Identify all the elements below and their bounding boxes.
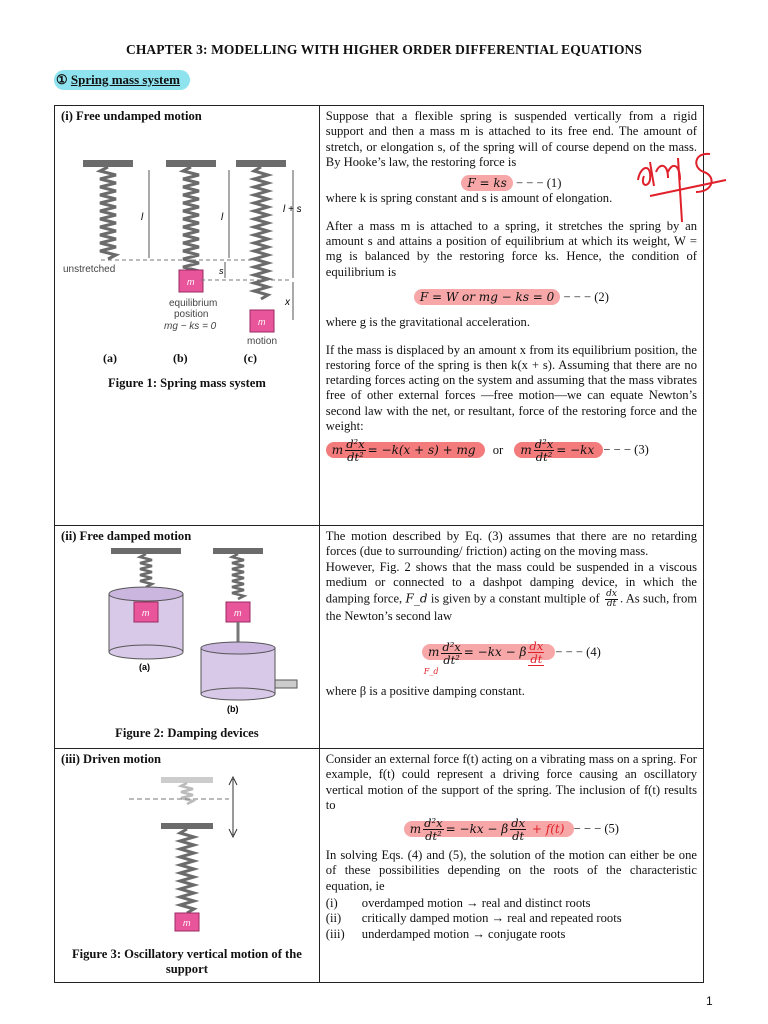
fig1-label-a: (a) bbox=[103, 351, 117, 365]
eq3a-highlighted bbox=[326, 437, 485, 465]
row1-paragraph-4: where g is the gravitational acceleration. bbox=[325, 315, 531, 330]
eq1-highlighted: F = ks bbox=[461, 175, 512, 191]
figure-2-caption: Figure 2: Damping devices bbox=[115, 726, 259, 740]
eq5-forcing: + f(t) bbox=[528, 821, 565, 836]
row1-paragraph-3: After a mass m is attached to a spring, it stretches the spring by an amount s and attains a position of equilibrium at which its weight, W = mg is balanced by the restoring force ks. Hence, the condition of equilibrium is bbox=[325, 218, 697, 279]
roots-item bbox=[326, 911, 697, 926]
equation-3 bbox=[326, 438, 697, 463]
eq3-number: − − − (3) bbox=[603, 442, 649, 457]
spring-3 bbox=[180, 829, 194, 913]
row2-fd: F_d bbox=[405, 591, 428, 606]
label-unstretched: unstretched bbox=[63, 264, 116, 275]
eq1-number: − − − (1) bbox=[512, 176, 562, 191]
dashpot-cylinder bbox=[201, 648, 275, 694]
eq5-fraction bbox=[423, 817, 443, 842]
section-number: ① bbox=[56, 72, 68, 87]
label-ls: l + s bbox=[283, 204, 301, 215]
row3-heading: (iii) Driven motion bbox=[61, 752, 162, 766]
page-title: CHAPTER 3: MODELLING WITH HIGHER ORDER DIFFERENTIAL EQUATIONS bbox=[125, 42, 643, 57]
row2-p2c: . As such, from the Newton’s second law bbox=[325, 591, 698, 624]
handwritten-annotation bbox=[630, 152, 730, 232]
label-s: s bbox=[219, 266, 224, 276]
row2-paragraph-1: The motion described by Eq. (3) assumes that there are no retarding forces (due to surrounding/ friction) acting on the moving mass. bbox=[325, 529, 697, 559]
eq3b-fraction bbox=[534, 438, 554, 463]
row1-paragraph-1: Suppose that a flexible spring is suspended vertically from a rigid support and then a mass m is attached to its free end. The amount of stretch, or elongation s, of the spring will of course depend on the mass. By Hooke’s law, the restoring force is bbox=[325, 109, 697, 169]
equation-2 bbox=[326, 290, 697, 305]
equation-5 bbox=[326, 817, 697, 842]
label-condition: mg − ks = 0 bbox=[164, 321, 217, 332]
eq3a-den: dt² bbox=[347, 450, 364, 465]
eq5-m: m bbox=[409, 821, 422, 836]
eq5-damping-fraction bbox=[510, 817, 526, 842]
roots-item-text: overdamped motion → real and distinct roots bbox=[361, 896, 591, 911]
eq5-den: dt² bbox=[425, 829, 442, 844]
row1-heading: (i) Free undamped motion bbox=[61, 109, 202, 123]
figure-3-caption: Figure 3: Oscillatory vertical motion of the support bbox=[71, 947, 302, 976]
spring-c bbox=[254, 167, 268, 299]
label-x: x bbox=[285, 297, 290, 308]
eq4-fd-label: F_d bbox=[423, 667, 439, 677]
mass-2b-label: m bbox=[234, 608, 242, 618]
label-l-a: l bbox=[141, 212, 144, 223]
eq4-m: m bbox=[427, 645, 440, 660]
content-table bbox=[54, 105, 704, 983]
support-ghost bbox=[161, 777, 213, 783]
row3-right-cell bbox=[319, 749, 703, 983]
roots-item-key: (i) bbox=[325, 896, 338, 911]
mass-c-label: m bbox=[258, 317, 266, 327]
mass-2a-label: m bbox=[142, 608, 150, 618]
row2-frac-den: dt bbox=[606, 599, 617, 610]
roots-item-text: underdamped motion → conjugate roots bbox=[361, 926, 566, 941]
dashpot-rim bbox=[201, 642, 275, 654]
row1-paragraph-2: where k is spring constant and s is amount of elongation. bbox=[325, 191, 613, 206]
roots-item-key: (ii) bbox=[325, 911, 342, 926]
eq3b-rhs: = −kx bbox=[556, 442, 595, 457]
support-b bbox=[166, 160, 216, 167]
eq3a-rhs: = −k(x + s) + mg bbox=[367, 442, 476, 457]
support-2a bbox=[111, 548, 181, 554]
eq3a-fraction bbox=[345, 438, 365, 463]
figure-3-driven-support bbox=[61, 767, 301, 933]
roots-item bbox=[326, 896, 697, 911]
support-c bbox=[236, 160, 286, 167]
label-position: position bbox=[174, 309, 209, 320]
spring-ghost bbox=[181, 783, 193, 804]
fig2-label-a: (a) bbox=[139, 662, 150, 672]
eq3-or: or bbox=[492, 442, 504, 457]
eq4-den: dt² bbox=[443, 652, 460, 667]
fig1-label-b: (b) bbox=[173, 351, 188, 365]
eq3b-num: d²x bbox=[534, 437, 554, 452]
eq3b-highlighted bbox=[514, 437, 603, 465]
eq3a-m: m bbox=[331, 442, 344, 457]
support-a bbox=[83, 160, 133, 167]
beaker-rim bbox=[109, 587, 183, 601]
section-heading bbox=[54, 70, 190, 90]
eq2-highlighted: F = W or mg − ks = 0 bbox=[414, 289, 560, 305]
row2-right-cell bbox=[319, 526, 703, 749]
spring-a bbox=[100, 167, 116, 259]
row3-paragraph-2: In solving Eqs. (4) and (5), the solution of the motion can either be one of these possibilities depending on the roots of the characteristic equation, ie bbox=[325, 848, 697, 893]
row3-left-cell bbox=[55, 749, 320, 983]
label-motion: motion bbox=[247, 336, 278, 345]
page-number: 1 bbox=[706, 994, 713, 1008]
label-l-b: l bbox=[221, 212, 224, 223]
dashpot-outlet bbox=[275, 680, 297, 688]
row2-paragraph-2 bbox=[326, 560, 697, 625]
eq4-damping-fraction bbox=[528, 640, 544, 666]
spring-2a bbox=[140, 554, 152, 587]
figure-1-caption: Figure 1: Spring mass system bbox=[107, 376, 266, 390]
label-equilibrium: equilibrium bbox=[169, 298, 218, 309]
eq5-dfrac-den: dt bbox=[512, 829, 525, 844]
eq5-rhs: = −kx − β bbox=[445, 821, 509, 836]
row-driven bbox=[55, 749, 704, 983]
row-free-undamped bbox=[55, 106, 704, 526]
row2-frac-num: dx bbox=[606, 589, 617, 600]
eq3a-num: d²x bbox=[346, 437, 365, 452]
beaker-base bbox=[109, 645, 183, 659]
support-2b bbox=[213, 548, 263, 554]
row1-paragraph-5: If the mass is displaced by an amount x from its equilibrium position, the restoring force of the spring is then k(x + s). Assuming that there are no retarding forces acting on the system and assuming that the mass vibrates free of other external forces —free motion—we can equate Newton’s second law with the net, or resultant, force of the restoring force and the weight: bbox=[325, 342, 697, 434]
eq4-rhs: = −kx − β bbox=[463, 645, 527, 660]
eq2-number: − − − (2) bbox=[560, 289, 609, 304]
fig1-label-c: (c) bbox=[243, 351, 257, 365]
roots-item bbox=[326, 927, 697, 942]
spring-2b bbox=[232, 554, 244, 599]
eq4-dfrac-num: dx bbox=[529, 639, 544, 654]
figure-1-spring-mass bbox=[61, 130, 301, 345]
support-3 bbox=[161, 823, 213, 829]
roots-list bbox=[326, 896, 697, 942]
eq5-number: − − − (5) bbox=[573, 821, 619, 836]
eq4-dfrac-den: dt bbox=[530, 652, 543, 667]
row1-right-cell bbox=[319, 106, 703, 526]
section-label: Spring mass system bbox=[70, 72, 180, 87]
eq4-highlighted bbox=[422, 639, 555, 667]
eq4-fraction bbox=[441, 641, 461, 666]
mass-3-label: m bbox=[183, 918, 191, 928]
eq4-num: d²x bbox=[442, 639, 461, 654]
row3-paragraph-1: Consider an external force f(t) acting on a vibrating mass on a spring. For example, f(t) could represent a driving force causing an oscillatory vertical motion of the support of the spring. The inclusion of f(t) results to bbox=[325, 752, 697, 812]
mass-b-label: m bbox=[187, 277, 195, 287]
eq5-dfrac-num: dx bbox=[511, 816, 526, 831]
eq5-num: d²x bbox=[424, 816, 443, 831]
eq3b-m: m bbox=[520, 442, 532, 457]
dashpot-base bbox=[201, 688, 275, 700]
row2-inline-fraction bbox=[605, 590, 618, 609]
eq5-highlighted bbox=[404, 816, 574, 844]
row-free-damped bbox=[55, 526, 704, 749]
spring-b bbox=[183, 167, 199, 275]
row2-p2a: However, Fig. 2 shows that the mass could be suspended in a viscous medium or connected to a dashpot damping device, in which the damping force, bbox=[325, 559, 697, 606]
roots-item-key: (iii) bbox=[325, 926, 345, 941]
row2-p2b: is given by a constant multiple of bbox=[430, 591, 600, 606]
equation-4 bbox=[326, 640, 697, 679]
row2-left-cell bbox=[55, 526, 320, 749]
row2-heading: (ii) Free damped motion bbox=[61, 529, 192, 543]
fig2-label-b: (b) bbox=[227, 704, 239, 714]
row2-paragraph-3: where β is a positive damping constant. bbox=[325, 683, 525, 698]
eq4-number: − − − (4) bbox=[555, 645, 601, 660]
row1-left-cell bbox=[55, 106, 320, 526]
roots-item-text: critically damped motion → real and repeated roots bbox=[361, 911, 622, 926]
figure-2-damping-devices bbox=[61, 544, 301, 714]
eq3b-den: dt² bbox=[535, 450, 553, 465]
